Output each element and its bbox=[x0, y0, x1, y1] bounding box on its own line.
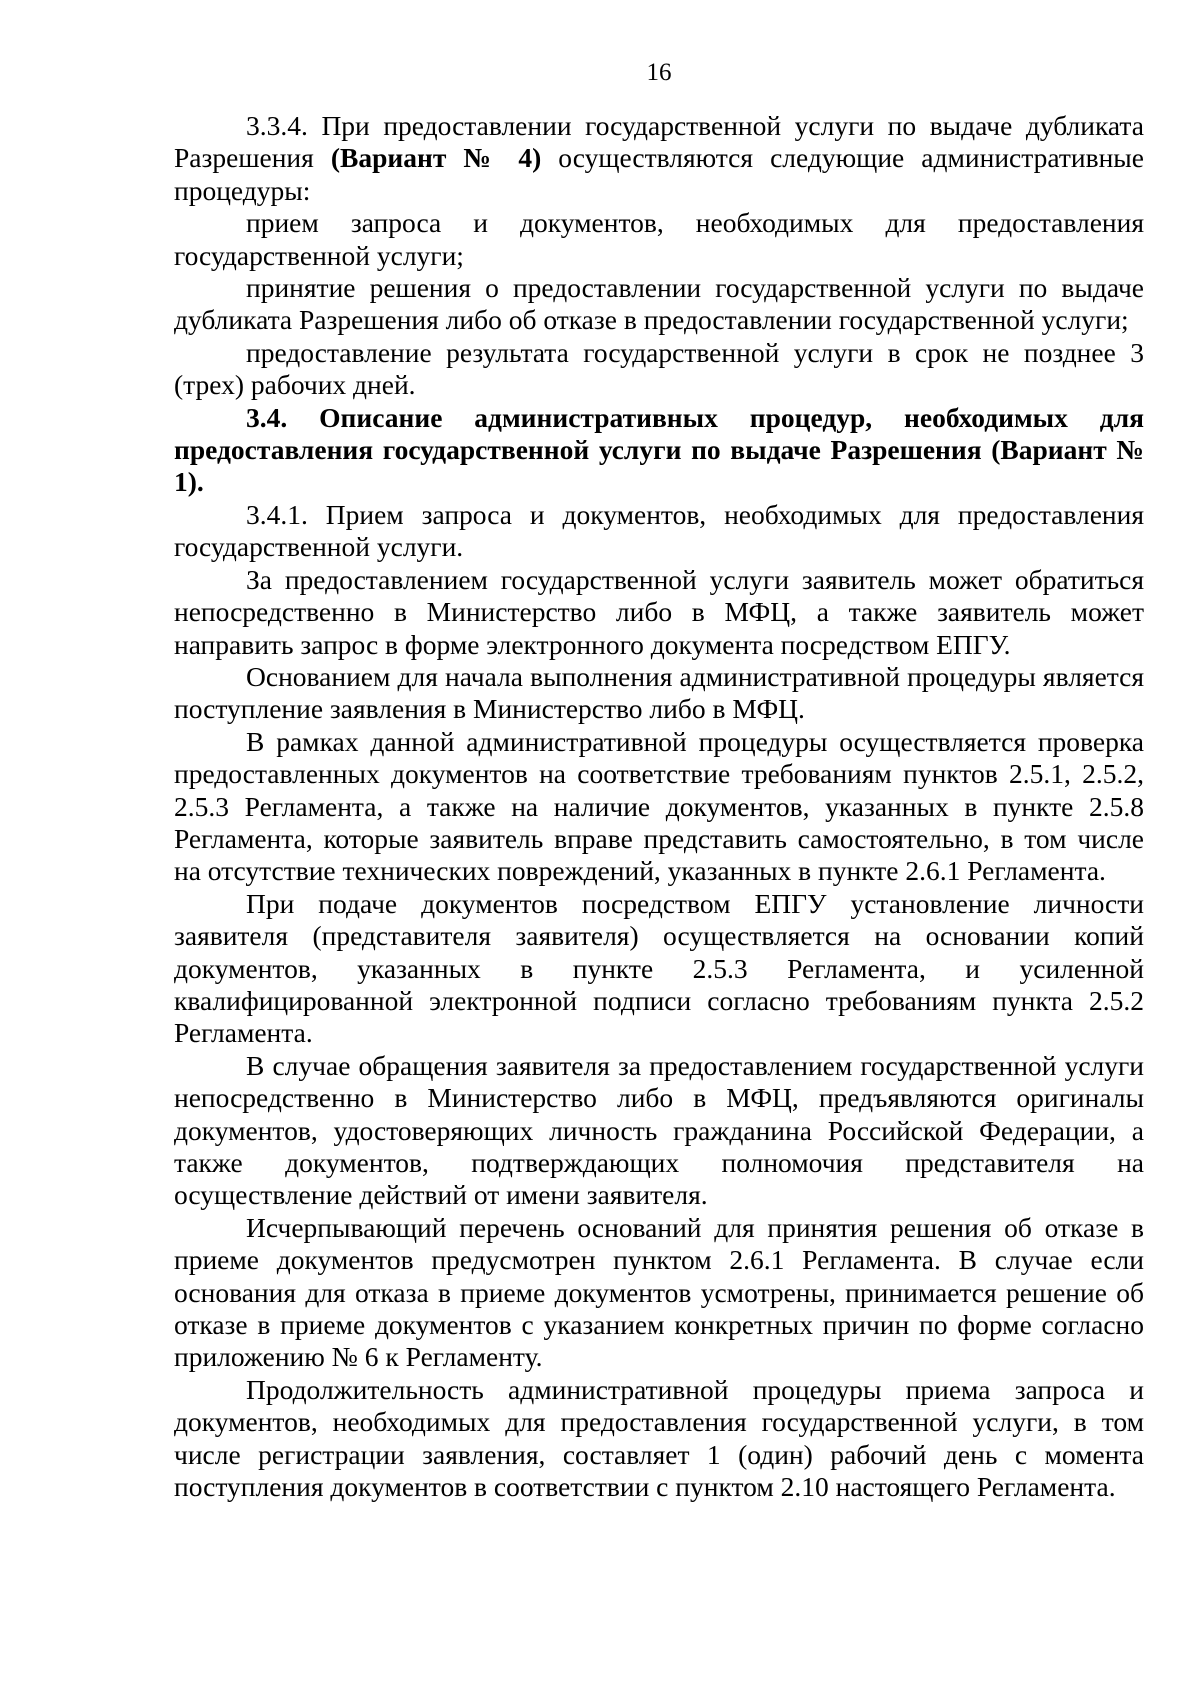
paragraph-3-4-1: 3.4.1. Прием запроса и документов, необходимых для предоставления государственной услуги. bbox=[174, 498, 1144, 563]
paragraph-refusal-grounds: Исчерпывающий перечень оснований для принятия решения об отказе в приеме документов предусмотрен пунктом 2.6.1 Регламента. В случае если основания для отказа в приеме документов усмотрены, принимается решение об отказе в приеме документов с указанием конкретных причин по форме согласно приложению № 6 к Регламенту. bbox=[174, 1211, 1144, 1373]
list-item-reception: прием запроса и документов, необходимых для предоставления государственной услуги; bbox=[174, 207, 1144, 271]
variant-label: (Вариант № 4) bbox=[330, 142, 542, 174]
list-item-result: предоставление результата государственной услуги в срок не позднее 3 (трех) рабочих дней. bbox=[174, 336, 1144, 401]
document-body bbox=[174, 110, 1144, 1503]
list-item-decision: принятие решения о предоставлении государственной услуги по выдаче дубликата Разрешения либо об отказе в предоставлении государственной услуги; bbox=[174, 272, 1144, 336]
paragraph-direct-appeal: В случае обращения заявителя за предоставлением государственной услуги непосредственно в Министерство либо в МФЦ, предъявляются оригиналы документов, удостоверяющих личность гражданина Российской Федерации, а также документов, подтверждающих полномочия представителя на осуществление действий от имени заявителя. bbox=[174, 1049, 1144, 1211]
paragraph-duration: Продолжительность административной процедуры приема запроса и документов, необходимых для предоставления государственной услуги, в том числе регистрации заявления, составляет 1 (один) рабочий день с момента поступления документов в соответствии с пунктом 2.10 настоящего Регламента. bbox=[174, 1373, 1144, 1503]
page-number: 16 bbox=[646, 59, 672, 86]
paragraph-basis: Основанием для начала выполнения административной процедуры является поступление заявления в Министерство либо в МФЦ. bbox=[174, 660, 1144, 725]
section-heading-3-4: 3.4. Описание административных процедур, необходимых для предоставления государственной услуги по выдаче Разрешения (Вариант № 1). bbox=[174, 401, 1144, 498]
paragraph-text: 3.3.4. При предоставлении государственной услуги по выдаче дубликата Разрешения bbox=[174, 110, 1144, 174]
paragraph-epgu-identity: При подаче документов посредством ЕПГУ установление личности заявителя (представителя заявителя) осуществляется на основании копий документов, указанных в пункте 2.5.3 Регламента, и усиленной квалифицированной электронной подписи согласно требованиям пункта 2.5.2 Регламента. bbox=[174, 887, 1144, 1049]
paragraph-applicant: За предоставлением государственной услуги заявитель может обратиться непосредственно в Министерство либо в МФЦ, а также заявитель может направить запрос в форме электронного документа посредством ЕПГУ. bbox=[174, 563, 1144, 660]
paragraph-text: осуществляются следующие административные процедуры: bbox=[174, 142, 1144, 206]
paragraph-verification: В рамках данной административной процедуры осуществляется проверка предоставленных документов на соответствие требованиям пунктов 2.5.1, 2.5.2, 2.5.3 Регламента, а также на наличие документов, указанных в пункте 2.5.8 Регламента, которые заявитель вправе представить самостоятельно, в том числе на отсутствие технических повреждений, указанных в пункте 2.6.1 Регламента. bbox=[174, 725, 1144, 887]
paragraph-3-3-4 bbox=[174, 110, 1144, 207]
